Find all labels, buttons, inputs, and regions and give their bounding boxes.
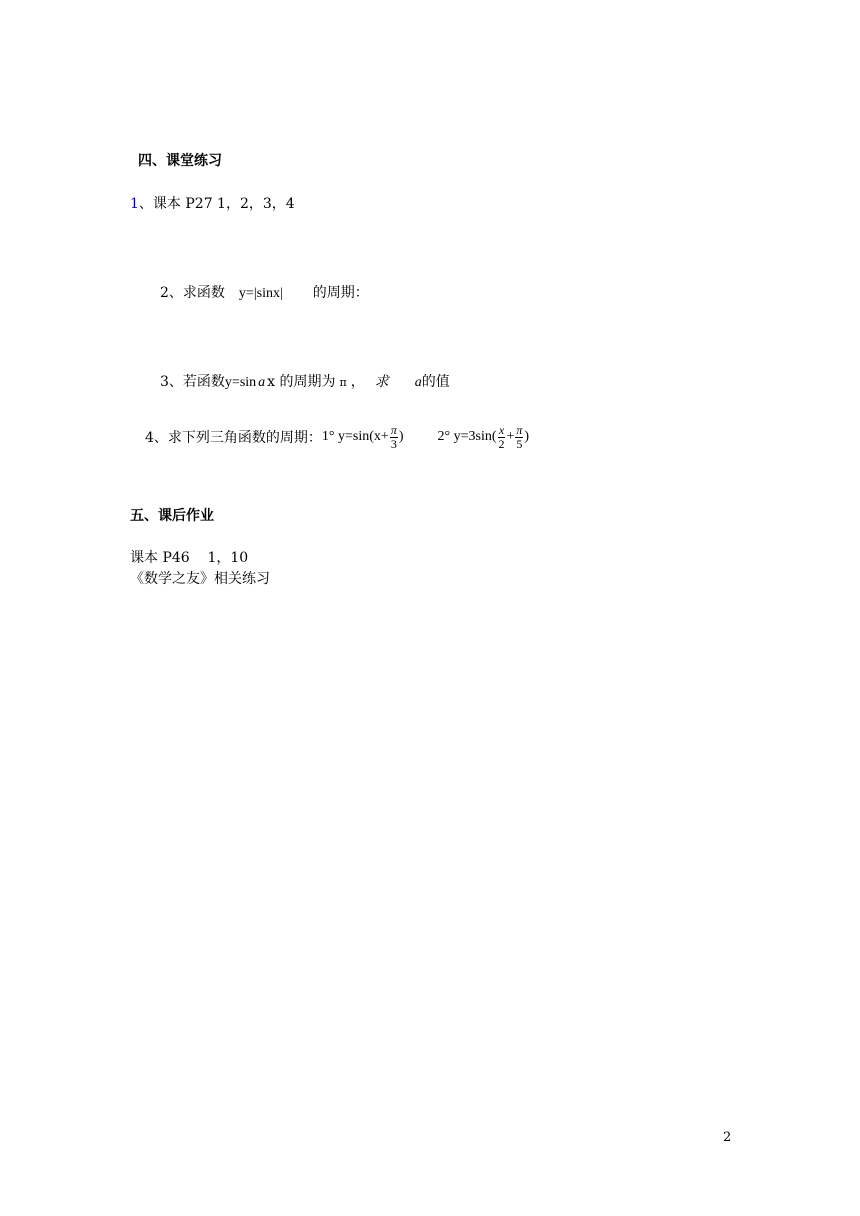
- exercise-4-f2-fraction-1: [498, 424, 506, 451]
- section-5-title: 五、课后作业: [130, 508, 214, 524]
- exercise-4-prefix: 4、求下列三角函数的周期：: [145, 430, 322, 446]
- exercise-1: [130, 193, 295, 213]
- exercise-4-f2-numerator-1: x: [498, 422, 505, 437]
- exercise-3-prefix: 3、若函数: [160, 374, 225, 390]
- exercise-4-f2-numerator-2: π: [516, 422, 523, 437]
- exercise-3-function: y=sin: [224, 375, 257, 390]
- exercise-4-f1-denominator: 3: [390, 436, 397, 451]
- exercise-3-pi: π: [339, 376, 347, 389]
- exercise-3-alpha-2: a: [414, 375, 422, 390]
- exercise-4: [145, 417, 529, 457]
- exercise-4-f1-fraction: [390, 424, 398, 451]
- page-number: 2: [723, 1130, 732, 1145]
- exercise-2-function: y=|sinx|: [238, 286, 283, 301]
- exercise-4-f2-denominator-1: 2: [498, 436, 505, 451]
- exercise-2: [160, 282, 369, 302]
- exercise-3-qiu: 求: [374, 374, 389, 390]
- exercise-3-comma: ，: [350, 374, 365, 390]
- exercise-3-suffix: 的值: [421, 374, 450, 390]
- homework-line-2: 《数学之友》相关练习: [130, 571, 270, 587]
- section-4-title: 四、课堂练习: [138, 153, 222, 169]
- exercise-4-f1-close: ): [398, 429, 404, 444]
- homework-line-1: 课本 P46 1，10: [130, 550, 249, 566]
- exercise-4-f2-fraction-2: [515, 424, 523, 451]
- exercise-1-text: 、课本 P27 1，2，3，4: [138, 196, 295, 212]
- exercise-3-period-text: x 的周期为: [267, 374, 336, 390]
- exercise-2-suffix: 的周期：: [312, 285, 369, 301]
- exercise-4-f2-close: ): [524, 429, 530, 444]
- exercise-4-f1-lead: 1° y=sin(x+: [321, 429, 389, 444]
- exercise-4-f2-denominator-2: 5: [516, 436, 523, 451]
- exercise-4-f2-plus: +: [506, 429, 515, 444]
- exercise-2-prefix: 2、求函数: [160, 285, 225, 301]
- exercise-3: [160, 371, 450, 391]
- exercise-1-number: 1: [130, 196, 139, 212]
- exercise-4-f1-numerator: π: [390, 422, 397, 437]
- exercise-4-f2-lead: 2° y=3sin(: [437, 429, 497, 444]
- exercise-3-alpha: a: [258, 375, 266, 390]
